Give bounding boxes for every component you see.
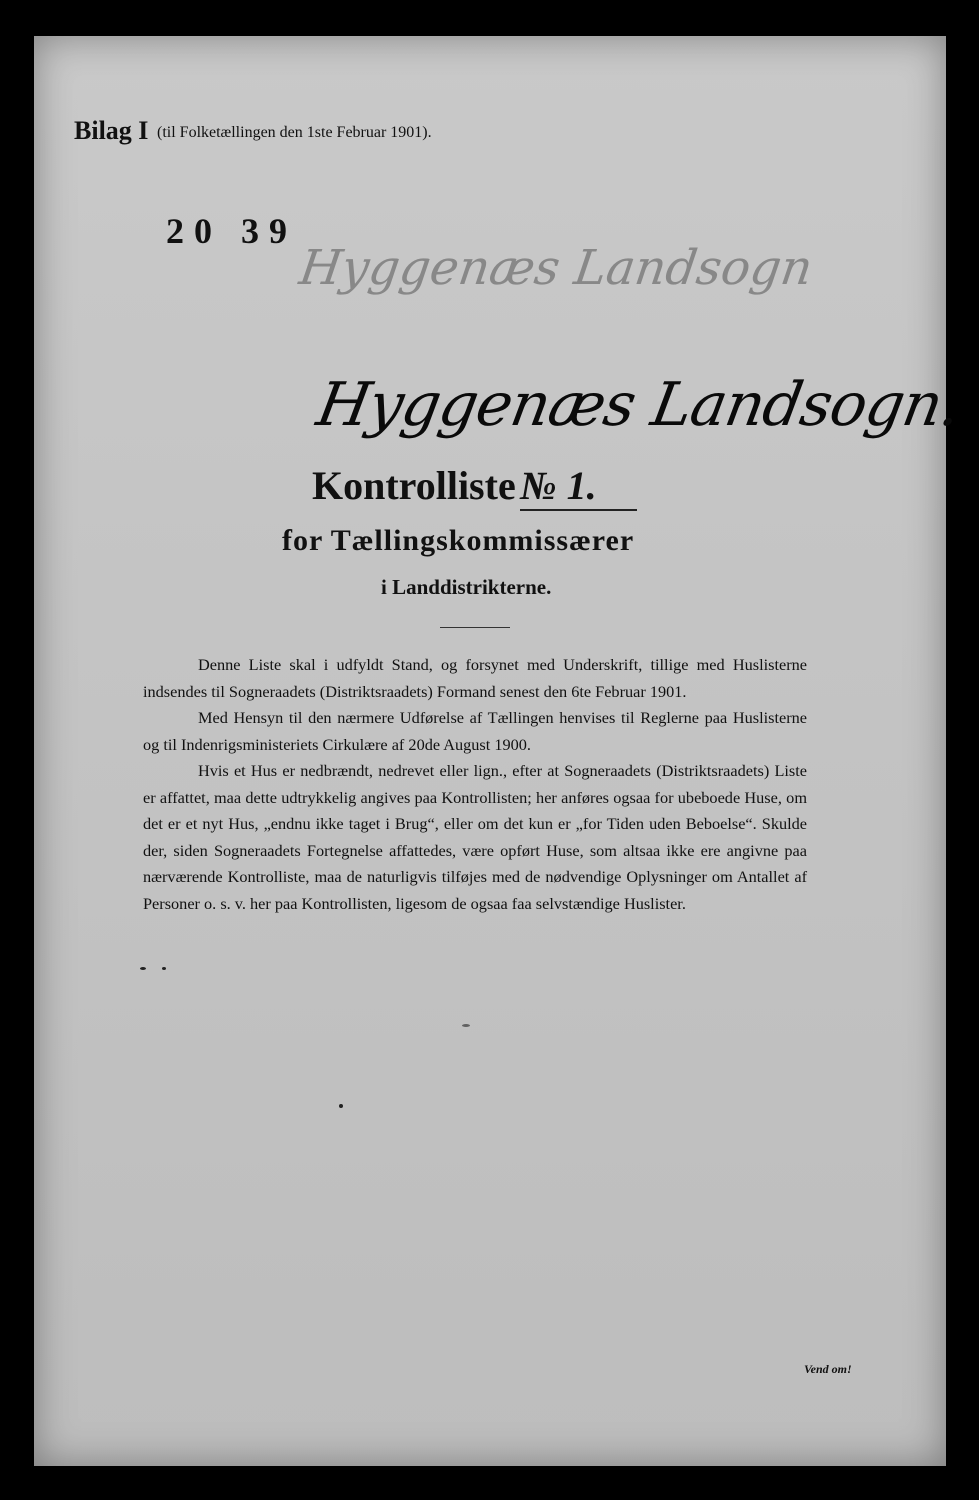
document-title: Kontrolliste <box>312 463 516 508</box>
ink-speck <box>462 1024 470 1027</box>
turn-over-note: Vend om! <box>804 1362 852 1376</box>
instruction-paragraph: Denne Liste skal i udfyldt Stand, og forsynet med Underskrift, tillige med Huslisterne indsendes til Sogneraadets (Distriktsraadets) Formand senest den 6te Februar 1901. <box>143 655 807 701</box>
ink-speck <box>162 967 166 970</box>
list-number: № 1. <box>520 462 637 511</box>
subtitle-districts: i Landdistrikterne. <box>381 575 552 599</box>
bilag-subtitle: (til Folketællingen den 1ste Februar 1901). <box>157 124 432 141</box>
handwritten-parish-faint: Hyggenæs Landsogn <box>296 240 816 296</box>
instructions-body <box>143 652 807 917</box>
instruction-paragraph: Med Hensyn til den nærmere Udførelse af Tællingen henvises til Reglerne paa Huslisterne og til Indenrigsministeriets Cirkulære af 20de August 1900. <box>143 708 807 754</box>
ink-speck <box>339 1104 343 1108</box>
subtitle-commissioners: for Tællingskommissærer <box>282 524 635 557</box>
reference-numbers: 20 39 <box>166 211 297 251</box>
divider-rule <box>440 627 510 628</box>
bilag-label: Bilag I <box>74 116 149 145</box>
handwritten-parish: Hyggenæs Landsogn. <box>311 370 966 440</box>
ink-speck <box>140 967 146 970</box>
instruction-paragraph: Hvis et Hus er nedbrændt, nedrevet eller lign., efter at Sogneraadets (Distriktsraadets) Liste er affattet, maa dette udtrykkelig angives paa Kontrollisten; her anføres ogsaa for ubeboede Huse, om det er et nyt Hus, „endnu ikke taget i Brug“, eller om det kun er „for Tiden uden Beboelse“. Skulde der, siden Sogneraadets Fortegnelse affattedes, være opført Huse, som altsaa ikke ere angivne paa nærværende Kontrolliste, maa de naturligvis tilføjes med de nødvendige Oplysninger om Antallet af Personer o. s. v. her paa Kontrollisten, ligesom de ogsaa faa selvstændige Huslister. <box>143 761 807 913</box>
